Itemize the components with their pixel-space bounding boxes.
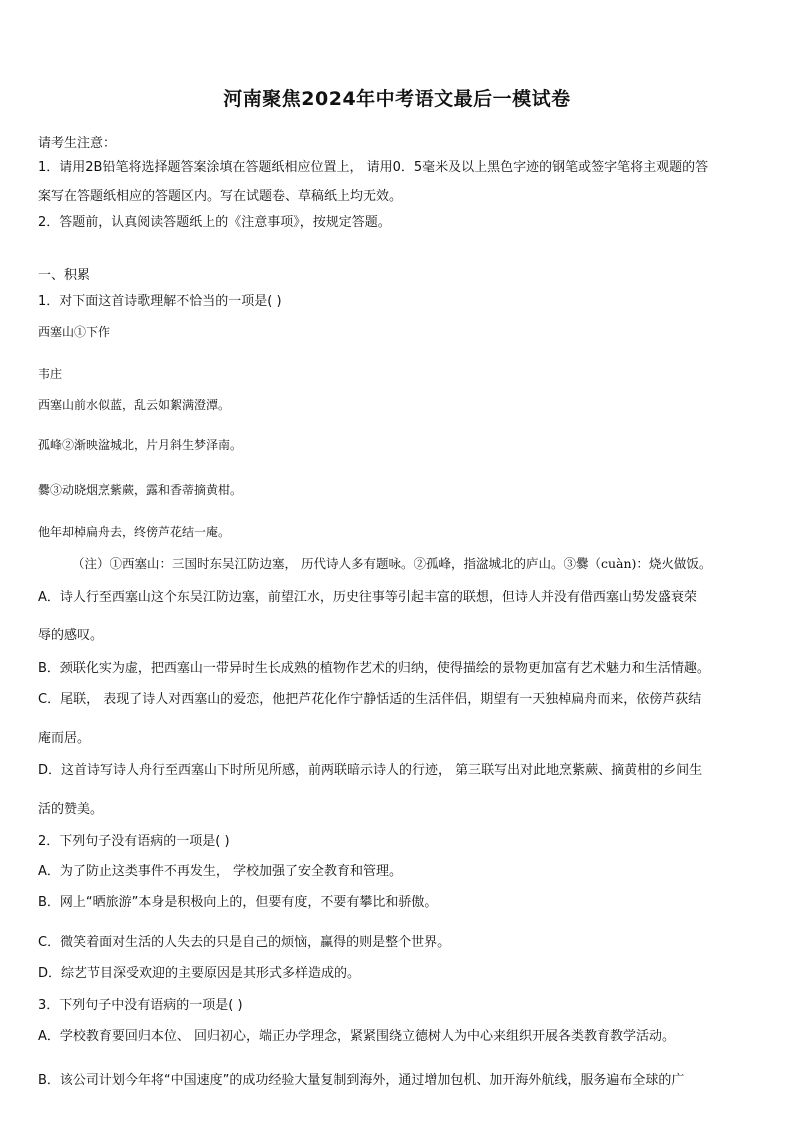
q2-option-a: A．为了防止这类事件不再发生， 学校加强了安全教育和管理。 bbox=[38, 864, 403, 879]
poem-title: 西塞山①下作 bbox=[38, 325, 111, 339]
page-title: 河南聚焦2024年中考语文最后一模试卷 bbox=[223, 88, 571, 110]
q2-option-c: C．微笑着面对生活的人失去的只是自己的烦恼，赢得的则是整个世界。 bbox=[38, 935, 451, 950]
notice-item-1-cont: 案写在答题纸相应的答题区内。写在试题卷、草稿纸上均无效。 bbox=[38, 189, 403, 204]
poem-line-4: 他年却棹扁舟去，终傍芦花结一庵。 bbox=[38, 525, 231, 539]
poem-author: 韦庄 bbox=[38, 367, 63, 381]
notice-heading: 请考生注意： bbox=[38, 136, 117, 151]
question-1-stem: 1．对下面这首诗歌理解不恰当的一项是( ) bbox=[38, 294, 282, 309]
question-3-stem: 3．下列句子中没有语病的一项是( ) bbox=[38, 998, 243, 1013]
q3-option-a: A．学校教育要回归本位、 回归初心，端正办学理念，紧紧围绕立德树人为中心来组织开展各类教育教学活动。 bbox=[38, 1029, 676, 1044]
q1-option-c: C．尾联， 表现了诗人对西塞山的爱恋，他把芦花化作宁静恬适的生活伴侣，期望有一天独棹扁舟而来，依傍芦荻结 bbox=[38, 692, 702, 707]
poem-line-3: 爨③动晓烟烹紫蕨，露和香蒂摘黄柑。 bbox=[38, 483, 243, 497]
poem-line-2: 孤峰②渐映湓城北，片月斜生梦泽南。 bbox=[38, 438, 243, 452]
notice-item-2: 2．答题前，认真阅读答题纸上的《注意事项》，按规定答题。 bbox=[38, 215, 391, 230]
q1-option-d: D．这首诗写诗人舟行至西塞山下时所见所感，前两联暗示诗人的行迹， 第三联写出对此地烹紫蕨、摘黄柑的乡间生 bbox=[38, 763, 703, 778]
q1-option-b: B．颈联化实为虚，把西塞山一带异时生长成熟的植物作艺术的归纳，使得描绘的景物更加富有艺术魅力和生活情趣。 bbox=[38, 661, 710, 676]
poem-note: （注）①西塞山：三国时东吴江防边塞， 历代诗人多有题咏。②孤峰，指湓城北的庐山。③爨（cuàn)：烧火做饭。 bbox=[72, 556, 712, 571]
poem-line-1: 西塞山前水似蓝，乱云如絮满澄潭。 bbox=[38, 398, 231, 412]
q1-option-a-cont: 辱的感叹。 bbox=[38, 628, 104, 643]
question-2-stem: 2．下列句子没有语病的一项是( ) bbox=[38, 834, 230, 849]
q1-option-c-cont: 庵而居。 bbox=[38, 731, 91, 746]
q1-option-d-cont: 活的赞美。 bbox=[38, 802, 104, 817]
notice-item-1: 1．请用2B铅笔将选择题答案涂填在答题纸相应位置上， 请用0．5毫米及以上黑色字迹的钢笔或签字笔将主观题的答 bbox=[38, 160, 709, 175]
q2-option-d: D．综艺节目深受欢迎的主要原因是其形式多样造成的。 bbox=[38, 966, 361, 981]
q1-option-a: A．诗人行至西塞山这个东吴江防边塞，前望江水，历史往事等引起丰富的联想，但诗人并没有借西塞山势发盛衰荣 bbox=[38, 590, 697, 605]
section-heading: 一、积累 bbox=[38, 268, 91, 283]
q3-option-b: B．该公司计划今年将“中国速度”的成功经验大量复制到海外，通过增加包机、加开海外航线，服务遍布全球的广 bbox=[38, 1073, 685, 1088]
q2-option-b: B．网上“晒旅游”本身是积极向上的，但要有度，不要有攀比和骄傲。 bbox=[38, 895, 438, 910]
